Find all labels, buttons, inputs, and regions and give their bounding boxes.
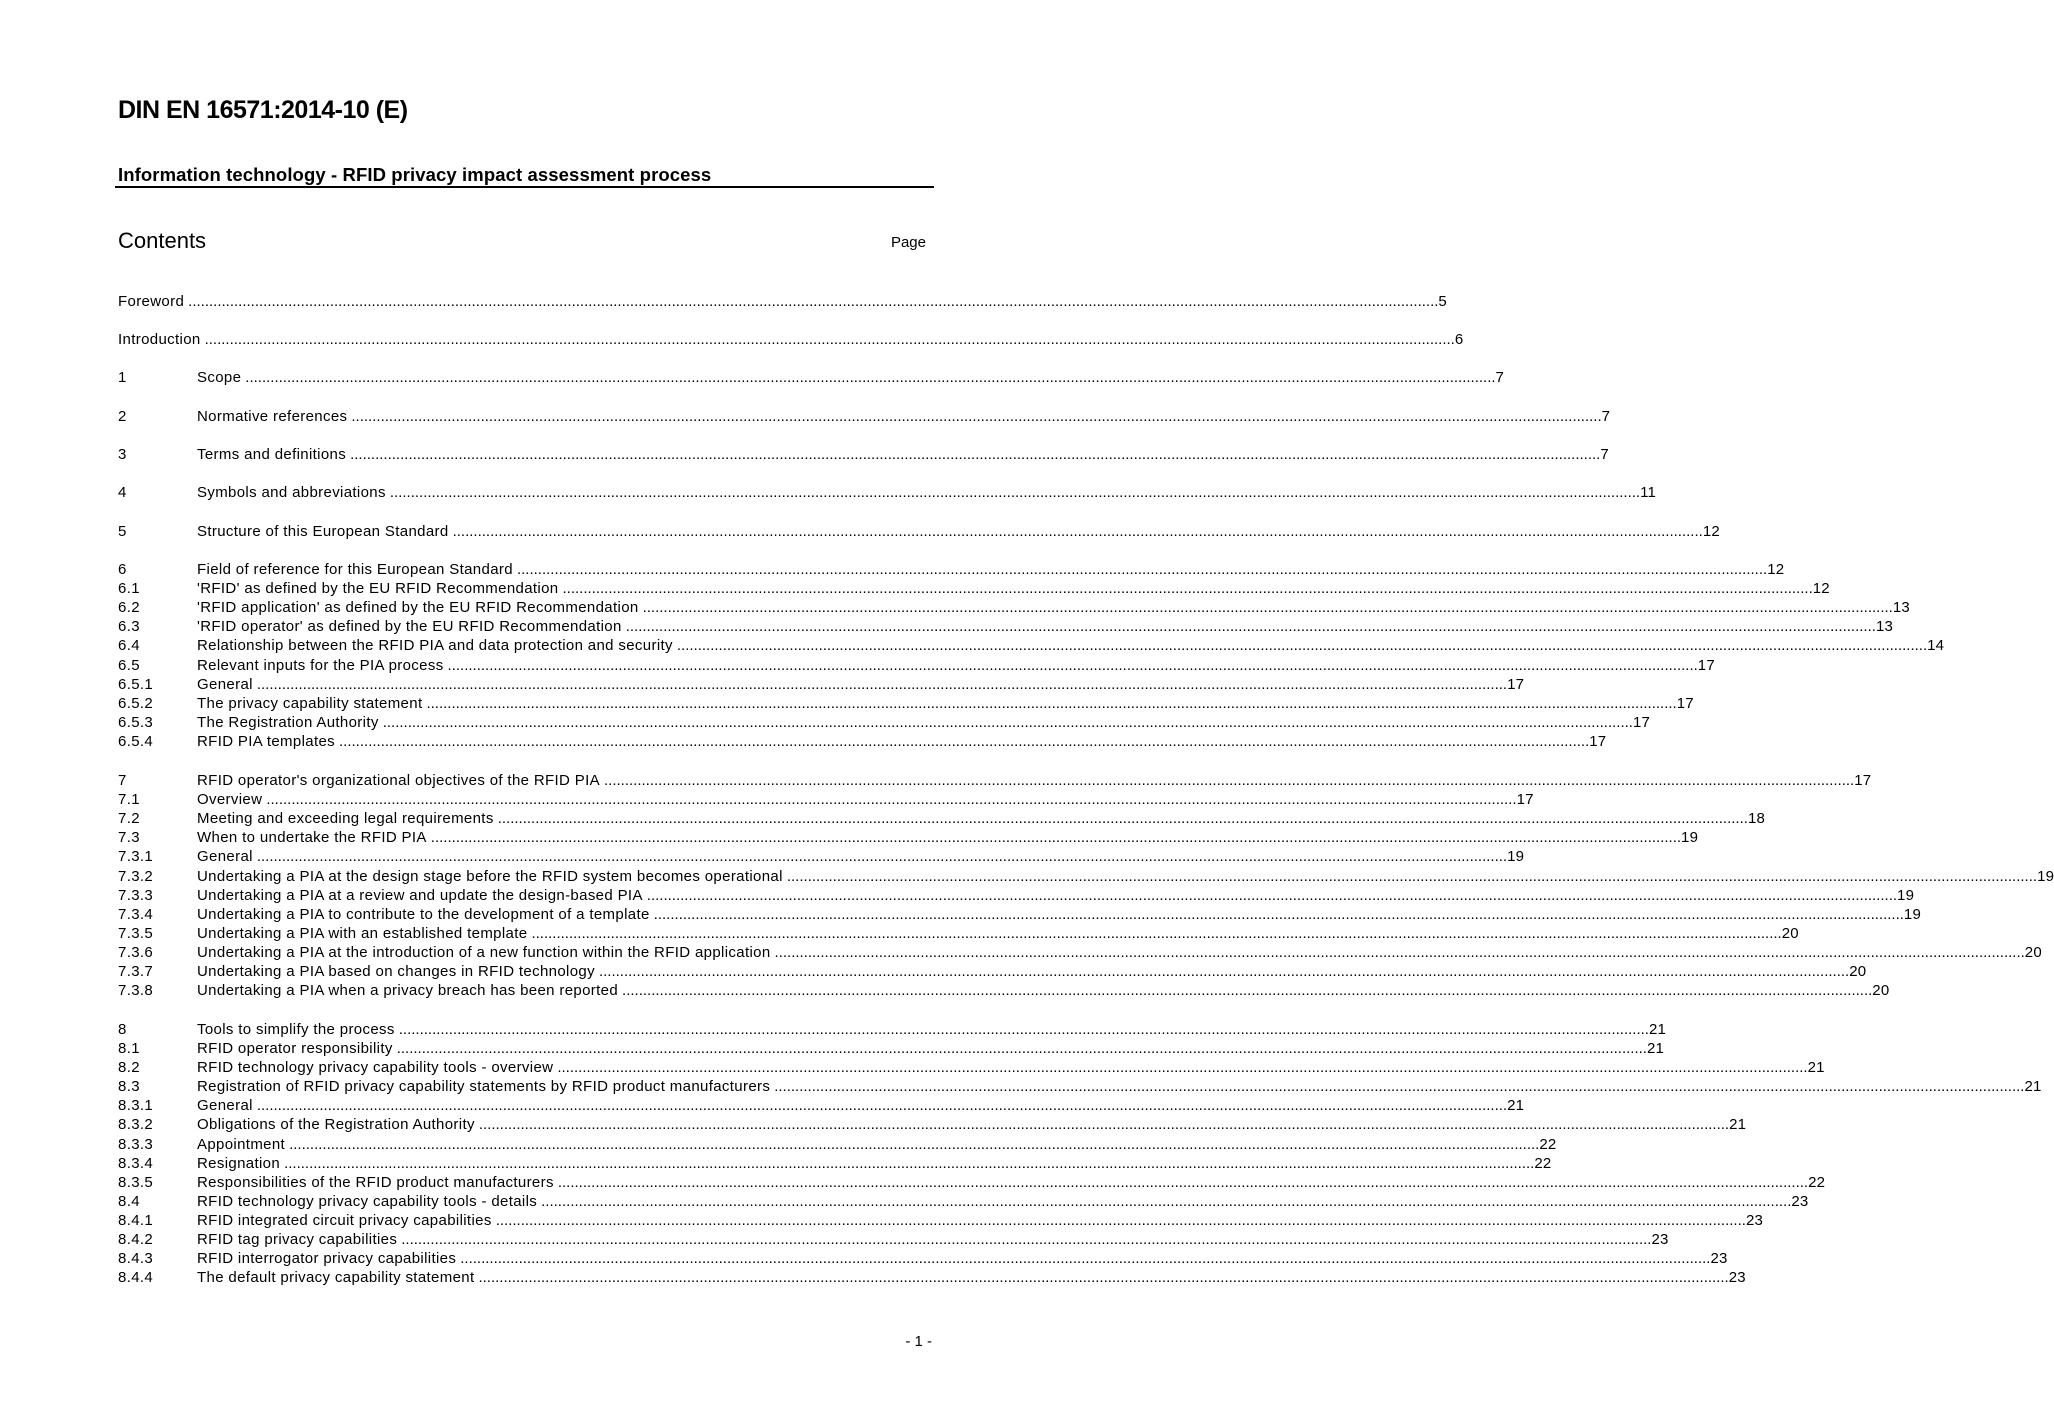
toc-entry-page: 23 [1791, 1193, 1809, 1210]
toc-entry-line [197, 579, 1830, 598]
toc-dot-leader: ............................................................................................................................................................................................................................................................................................................ [401, 1231, 1652, 1248]
toc-entry-number: 7.3.7 [118, 963, 154, 980]
toc-entry-title: Foreword [118, 293, 185, 310]
toc-entry-line [197, 1249, 1728, 1268]
toc-entry-title: Structure of this European Standard [197, 523, 449, 540]
toc-entry-number: 6.1 [118, 580, 140, 597]
toc-dot-leader: ............................................................................................................................................................................................................................................................................................................ [478, 1269, 1729, 1286]
toc-entry[interactable] [118, 1230, 1669, 1249]
toc-entry-line [197, 1135, 1557, 1154]
toc-entry-page: 21 [2024, 1078, 2042, 1095]
page-column-label: Page [890, 234, 926, 251]
toc-entry-title: RFID integrated circuit privacy capabilities [197, 1212, 492, 1229]
toc-dot-leader: ............................................................................................................................................................................................................................................................................................................ [653, 906, 1904, 923]
toc-entry[interactable] [118, 656, 1715, 675]
toc-entry-number: 3 [118, 446, 127, 463]
toc-dot-leader: ............................................................................................................................................................................................................................................................................................................ [426, 695, 1677, 712]
toc-entry-title: Undertaking a PIA when a privacy breach has been reported [197, 982, 619, 999]
toc-entry-line [118, 330, 1464, 349]
toc-entry-title: RFID interrogator privacy capabilities [197, 1250, 457, 1267]
toc-entry-title: Undertaking a PIA at the design stage before the RFID system becomes operational [197, 868, 783, 885]
toc-entry[interactable] [118, 847, 1525, 866]
toc-dot-leader: ............................................................................................................................................................................................................................................................................................................ [562, 580, 1813, 597]
toc-entry[interactable] [118, 330, 1464, 349]
toc-dot-leader: ............................................................................................................................................................................................................................................................................................................ [497, 810, 1748, 827]
toc-entry-title: RFID operator responsibility [197, 1040, 393, 1057]
toc-entry-title: Overview [197, 791, 263, 808]
toc-entry-page: 17 [1516, 791, 1534, 808]
toc-entry-number: 7.3.3 [118, 887, 154, 904]
toc-dot-leader: ............................................................................................................................................................................................................................................................................................................ [625, 618, 1876, 635]
toc-entry-number: 8.3.4 [118, 1155, 154, 1172]
toc-entry-page: 19 [1903, 906, 1922, 923]
toc-entry-page: 13 [1875, 618, 1894, 635]
toc-entry-number: 8.2 [118, 1059, 140, 1076]
toc-entry-title: RFID technology privacy capability tools - details [197, 1193, 538, 1210]
toc-entry-line [197, 1020, 1667, 1039]
toc-entry[interactable] [118, 1135, 1557, 1154]
toc-entry-number: 8.4.1 [118, 1212, 154, 1229]
toc-entry-title: 'RFID operator' as defined by the EU RFID Recommendation [197, 618, 622, 635]
toc-entry-title: Undertaking a PIA with an established template [197, 925, 528, 942]
toc-entry-line [197, 790, 1534, 809]
toc-entry-line [197, 407, 1611, 426]
toc-entry-line [197, 732, 1607, 751]
toc-dot-leader: ............................................................................................................................................................................................................................................................................................................ [188, 293, 1439, 310]
toc-entry-number: 7.2 [118, 810, 140, 827]
toc-entry[interactable] [118, 483, 1657, 502]
toc-entry[interactable] [118, 713, 1651, 732]
toc-entry[interactable] [118, 828, 1699, 847]
toc-dot-leader: ............................................................................................................................................................................................................................................................................................................ [266, 791, 1517, 808]
toc-entry-title: Obligations of the Registration Authority [197, 1116, 475, 1133]
toc-entry[interactable] [118, 943, 2042, 962]
toc-entry-number: 8.4.3 [118, 1250, 154, 1267]
toc-entry-line [197, 847, 1525, 866]
toc-entry-title: When to undertake the RFID PIA [197, 829, 427, 846]
toc-entry-page: 7 [1495, 369, 1505, 386]
title-divider [115, 186, 934, 188]
toc-entry-line [197, 1192, 1809, 1211]
toc-entry[interactable] [118, 867, 2054, 886]
toc-entry-page: 11 [1640, 484, 1657, 501]
toc-entry-number: 7.3.1 [118, 848, 154, 865]
toc-entry-line [197, 943, 2042, 962]
toc-entry-title: Normative references [197, 408, 348, 425]
toc-entry-number: 7.3.6 [118, 944, 154, 961]
toc-entry-line [197, 1230, 1669, 1249]
toc-entry-page: 23 [1651, 1231, 1669, 1248]
toc-dot-leader: ............................................................................................................................................................................................................................................................................................................ [774, 944, 2025, 961]
toc-dot-leader: ............................................................................................................................................................................................................................................................................................................ [557, 1174, 1809, 1191]
toc-entry-line [197, 962, 1867, 981]
toc-dot-leader: ............................................................................................................................................................................................................................................................................................................ [774, 1078, 2025, 1095]
toc-entry[interactable] [118, 981, 1890, 1000]
toc-entry-number: 7.3.2 [118, 868, 154, 885]
toc-entry[interactable] [118, 1077, 2042, 1096]
toc-dot-leader: ............................................................................................................................................................................................................................................................................................................ [598, 963, 1850, 980]
toc-entry-page: 12 [1702, 523, 1720, 540]
toc-entry[interactable] [118, 1039, 1665, 1058]
toc-entry-line [197, 1096, 1525, 1115]
toc-entry-title: Relationship between the RFID PIA and data protection and security [197, 637, 673, 654]
toc-entry-line [197, 981, 1890, 1000]
toc-entry-page: 23 [1745, 1212, 1764, 1229]
toc-dot-leader: ............................................................................................................................................................................................................................................................................................................ [289, 1136, 1540, 1153]
toc-entry[interactable] [118, 1115, 1747, 1134]
toc-entry[interactable] [118, 790, 1534, 809]
toc-dot-leader: ............................................................................................................................................................................................................................................................................................................ [676, 637, 1928, 654]
toc-entry-number: 8.3.5 [118, 1174, 154, 1191]
toc-entry-page: 19 [1897, 887, 1915, 904]
toc-entry-line [197, 617, 1894, 636]
toc-entry-number: 7 [118, 772, 127, 789]
toc-entry[interactable] [118, 924, 1799, 943]
toc-entry-page: 17 [1589, 733, 1607, 750]
toc-dot-leader: ............................................................................................................................................................................................................................................................................................................ [256, 676, 1508, 693]
toc-entry-title: Appointment [197, 1136, 286, 1153]
toc-entry-page: 22 [1808, 1174, 1826, 1191]
toc-entry-title: Undertaking a PIA at a review and update the design-based PIA [197, 887, 643, 904]
toc-entry[interactable] [118, 292, 1447, 311]
toc-entry-page: 14 [1927, 637, 1945, 654]
toc-entry-title: 'RFID application' as defined by the EU RFID Recommendation [197, 599, 639, 616]
toc-entry-line [197, 522, 1720, 541]
toc-entry-number: 5 [118, 523, 127, 540]
toc-dot-leader: ............................................................................................................................................................................................................................................................................................................ [204, 331, 1455, 348]
toc-entry-number: 8.3.2 [118, 1116, 154, 1133]
toc-dot-leader: ............................................................................................................................................................................................................................................................................................................ [516, 561, 1768, 578]
toc-dot-leader: ............................................................................................................................................................................................................................................................................................................ [256, 1097, 1508, 1114]
toc-entry-number: 6.2 [118, 599, 140, 616]
toc-entry-line [197, 1173, 1826, 1192]
toc-entry-title: Registration of RFID privacy capability statements by RFID product manufacturers [197, 1078, 771, 1095]
toc-dot-leader: ............................................................................................................................................................................................................................................................................................................ [256, 848, 1508, 865]
toc-entry-title: The Registration Authority [197, 714, 379, 731]
toc-entry-title: 'RFID' as defined by the EU RFID Recommendation [197, 580, 559, 597]
toc-entry-line [197, 368, 1505, 387]
toc-entry[interactable] [118, 886, 1915, 905]
toc-entry-line [197, 828, 1699, 847]
toc-dot-leader: ............................................................................................................................................................................................................................................................................................................ [339, 733, 1590, 750]
toc-entry[interactable] [118, 905, 1922, 924]
toc-entry-number: 6.5.3 [118, 714, 154, 731]
toc-entry-line [197, 656, 1715, 675]
toc-dot-leader: ............................................................................................................................................................................................................................................................................................................ [646, 887, 1898, 904]
toc-entry-line [197, 1077, 2042, 1096]
toc-entry[interactable] [118, 1154, 1552, 1173]
toc-entry[interactable] [118, 1058, 1825, 1077]
toc-dot-leader: ............................................................................................................................................................................................................................................................................................................ [603, 772, 1855, 789]
toc-entry-page: 17 [1507, 676, 1525, 693]
toc-entry-number: 7.3.4 [118, 906, 154, 923]
document-subtitle: Information technology - RFID privacy impact assessment process [118, 164, 712, 185]
toc-dot-leader: ............................................................................................................................................................................................................................................................................................................ [786, 868, 2038, 885]
toc-entry-number: 6.4 [118, 637, 140, 654]
toc-dot-leader: ............................................................................................................................................................................................................................................................................................................ [398, 1021, 1649, 1038]
toc-entry-number: 2 [118, 408, 127, 425]
toc-entry-line [197, 713, 1651, 732]
toc-entry-title: The default privacy capability statement [197, 1269, 475, 1286]
toc-dot-leader: ............................................................................................................................................................................................................................................................................................................ [495, 1212, 1746, 1229]
toc-entry-page: 20 [1872, 982, 1890, 999]
toc-entry-page: 19 [1507, 848, 1525, 865]
toc-entry-number: 8.4.4 [118, 1269, 154, 1286]
toc-entry-line [197, 1211, 1764, 1230]
toc-entry-page: 21 [1807, 1059, 1825, 1076]
toc-entry-title: Undertaking a PIA at the introduction of a new function within the RFID application [197, 944, 771, 961]
toc-entry-page: 7 [1600, 446, 1609, 463]
toc-entry-line [197, 1268, 1746, 1287]
toc-entry-number: 6.5.1 [118, 676, 154, 693]
toc-entry-page: 18 [1747, 810, 1766, 827]
toc-entry-page: 21 [1507, 1097, 1525, 1114]
contents-heading: Contents [118, 228, 207, 253]
toc-entry-number: 7.3.8 [118, 982, 154, 999]
toc-entry-number: 1 [118, 369, 127, 386]
toc-entry[interactable] [118, 694, 1694, 713]
toc-entry[interactable] [118, 962, 1867, 981]
toc-dot-leader: ............................................................................................................................................................................................................................................................................................................ [531, 925, 1782, 942]
toc-entry[interactable] [118, 560, 1785, 579]
toc-entry-number: 8.3.1 [118, 1097, 154, 1114]
toc-entry-title: Introduction [118, 331, 201, 348]
toc-entry[interactable] [118, 617, 1894, 636]
toc-entry-page: 17 [1632, 714, 1651, 731]
toc-entry-page: 6 [1454, 331, 1464, 348]
toc-entry-page: 20 [1781, 925, 1799, 942]
toc-entry-title: RFID PIA templates [197, 733, 336, 750]
toc-entry-line [197, 1154, 1552, 1173]
toc-entry[interactable] [118, 445, 1609, 464]
toc-entry-line [197, 445, 1609, 464]
toc-entry-title: Meeting and exceeding legal requirements [197, 810, 494, 827]
toc-entry-page: 12 [1767, 561, 1785, 578]
toc-entry-number: 8.4.2 [118, 1231, 154, 1248]
toc-entry-title: General [197, 1097, 253, 1114]
toc-dot-leader: ............................................................................................................................................................................................................................................................................................................ [382, 714, 1633, 731]
toc-entry[interactable] [118, 407, 1611, 426]
toc-entry-number: 6.5.4 [118, 733, 154, 750]
toc-entry-page: 17 [1697, 657, 1715, 674]
toc-entry-page: 12 [1812, 580, 1830, 597]
toc-entry-number: 8.4 [118, 1193, 140, 1210]
toc-entry[interactable] [118, 579, 1830, 598]
toc-dot-leader: ............................................................................................................................................................................................................................................................................................................ [452, 523, 1703, 540]
document-title: DIN EN 16571:2014-10 (E) [118, 96, 408, 124]
toc-entry-page: 21 [1729, 1116, 1747, 1133]
toc-entry-page: 21 [1648, 1021, 1667, 1038]
toc-entry[interactable] [118, 1192, 1809, 1211]
toc-entry-number: 6 [118, 561, 127, 578]
toc-entry-page: 17 [1854, 772, 1872, 789]
toc-entry-line [197, 924, 1799, 943]
toc-entry[interactable] [118, 1249, 1728, 1268]
toc-dot-leader: ............................................................................................................................................................................................................................................................................................................ [478, 1116, 1730, 1133]
toc-entry-number: 8.1 [118, 1040, 140, 1057]
toc-entry-line [197, 905, 1922, 924]
toc-entry-page: 20 [1849, 963, 1867, 980]
toc-dot-leader: ............................................................................................................................................................................................................................................................................................................ [350, 446, 1601, 463]
toc-entry-title: Field of reference for this European Standard [197, 561, 513, 578]
toc-dot-leader: ............................................................................................................................................................................................................................................................................................................ [622, 982, 1873, 999]
toc-entry-number: 6.5.2 [118, 695, 154, 712]
toc-entry-line [197, 771, 1872, 790]
toc-entry-page: 17 [1676, 695, 1694, 712]
toc-entry[interactable] [118, 1020, 1667, 1039]
toc-entry-line [197, 483, 1657, 502]
toc-entry[interactable] [118, 598, 1910, 617]
toc-entry-title: Undertaking a PIA to contribute to the development of a template [197, 906, 650, 923]
toc-entry[interactable] [118, 1211, 1764, 1230]
toc-entry-title: Scope [197, 369, 242, 386]
toc-entry-line [197, 598, 1910, 617]
toc-dot-leader: ............................................................................................................................................................................................................................................................................................................ [430, 829, 1682, 846]
toc-dot-leader: ............................................................................................................................................................................................................................................................................................................ [284, 1155, 1535, 1172]
toc-entry-page: 19 [1681, 829, 1699, 846]
toc-entry-line [197, 1058, 1825, 1077]
toc-entry-line [197, 867, 2054, 886]
toc-entry-line [197, 694, 1694, 713]
toc-entry[interactable] [118, 771, 1872, 790]
toc-entry-title: Symbols and abbreviations [197, 484, 386, 501]
toc-entry-number: 4 [118, 484, 127, 501]
toc-entry[interactable] [118, 1096, 1525, 1115]
toc-entry[interactable] [118, 675, 1525, 694]
toc-entry-title: The privacy capability statement [197, 695, 423, 712]
toc-entry-page: 19 [2037, 868, 2054, 885]
toc-entry-page: 7 [1601, 408, 1611, 425]
toc-entry-page: 21 [1646, 1040, 1665, 1057]
toc-entry-page: 13 [1892, 599, 1910, 616]
toc-entry-title: Undertaking a PIA based on changes in RFID technology [197, 963, 595, 980]
toc-entry-number: 6.5 [118, 657, 140, 674]
toc-entry-title: Resignation [197, 1155, 281, 1172]
toc-dot-leader: ............................................................................................................................................................................................................................................................................................................ [541, 1193, 1792, 1210]
toc-dot-leader: ............................................................................................................................................................................................................................................................................................................ [447, 657, 1698, 674]
toc-entry-line [197, 675, 1525, 694]
toc-entry-line [197, 560, 1785, 579]
toc-entry-line [197, 1115, 1747, 1134]
toc-entry-number: 6.3 [118, 618, 140, 635]
toc-entry-number: 7.1 [118, 791, 140, 808]
toc-entry-title: Terms and definitions [197, 446, 347, 463]
toc-entry[interactable] [118, 636, 1945, 655]
toc-entry-line [197, 809, 1766, 828]
toc-entry-title: Tools to simplify the process [197, 1021, 395, 1038]
toc-entry-page: 23 [1710, 1250, 1728, 1267]
toc-entry-page: 22 [1534, 1155, 1552, 1172]
toc-entry-title: Responsibilities of the RFID product manufacturers [197, 1174, 554, 1191]
page-number: - 1 - [905, 1333, 932, 1350]
toc-entry-line [197, 636, 1945, 655]
toc-entry-title: General [197, 848, 253, 865]
toc-entry-title: RFID technology privacy capability tools - overview [197, 1059, 554, 1076]
toc-dot-leader: ............................................................................................................................................................................................................................................................................................................ [245, 369, 1496, 386]
toc-dot-leader: ............................................................................................................................................................................................................................................................................................................ [396, 1040, 1647, 1057]
toc-entry[interactable] [118, 1173, 1826, 1192]
toc-entry-page: 20 [2024, 944, 2042, 961]
toc-entry-page: 22 [1539, 1136, 1557, 1153]
toc-entry-line [197, 886, 1915, 905]
toc-entry-page: 5 [1438, 293, 1447, 310]
toc-entry[interactable] [118, 732, 1607, 751]
toc-dot-leader: ............................................................................................................................................................................................................................................................................................................ [557, 1059, 1808, 1076]
toc-entry-number: 8.3 [118, 1078, 140, 1095]
toc-entry-title: RFID tag privacy capabilities [197, 1231, 398, 1248]
toc-entry[interactable] [118, 1268, 1746, 1287]
toc-entry-number: 8.3.3 [118, 1136, 154, 1153]
toc-entry[interactable] [118, 809, 1766, 828]
toc-entry-number: 7.3 [118, 829, 140, 846]
toc-entry-number: 7.3.5 [118, 925, 154, 942]
toc-entry-title: RFID operator's organizational objectives of the RFID PIA [197, 772, 600, 789]
toc-entry-page: 23 [1728, 1269, 1746, 1286]
toc-entry[interactable] [118, 522, 1720, 541]
toc-entry-line [197, 1039, 1665, 1058]
toc-entry[interactable] [118, 368, 1505, 387]
toc-dot-leader: ............................................................................................................................................................................................................................................................................................................ [351, 408, 1602, 425]
toc-dot-leader: ............................................................................................................................................................................................................................................................................................................ [389, 484, 1641, 501]
toc-dot-leader: ............................................................................................................................................................................................................................................................................................................ [460, 1250, 1711, 1267]
toc-entry-line [118, 292, 1447, 311]
toc-entry-title: Relevant inputs for the PIA process [197, 657, 444, 674]
toc-dot-leader: ............................................................................................................................................................................................................................................................................................................ [642, 599, 1893, 616]
toc-entry-number: 8 [118, 1021, 127, 1038]
toc-entry-title: General [197, 676, 253, 693]
